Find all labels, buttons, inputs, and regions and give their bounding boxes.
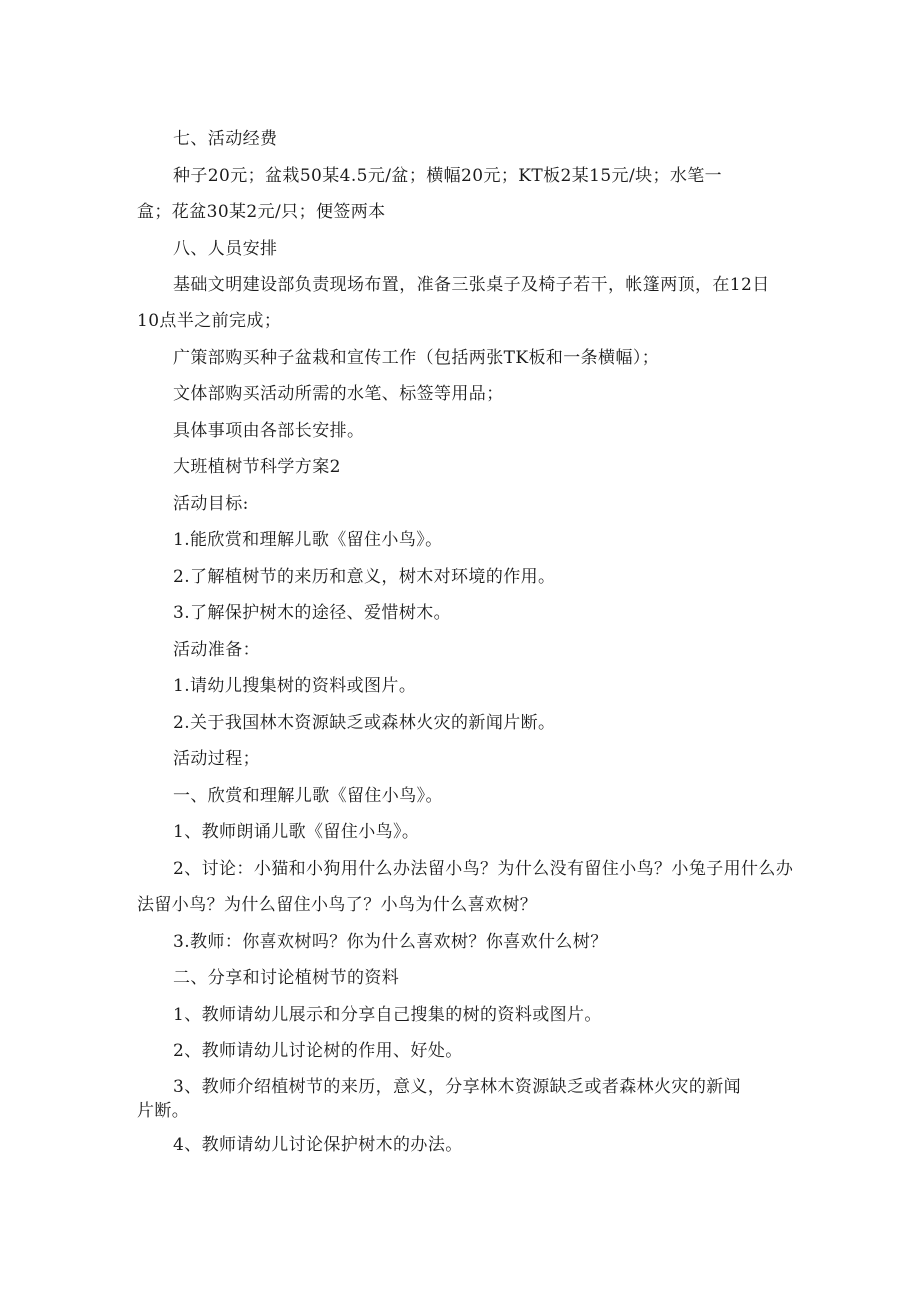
paragraph-line: 具体事项由各部长安排。 [173, 421, 365, 441]
list-item: 3.了解保护树木的途径、爱惜树木。 [173, 603, 452, 623]
paragraph-line: 10点半之前完成； [137, 311, 282, 331]
paragraph-line: 文体部购买活动所需的水笔、标签等用品； [173, 384, 504, 404]
subsection-heading: 二、分享和讨论植树节的资料 [173, 968, 400, 988]
section-heading-staffing: 八、人员安排 [173, 239, 278, 259]
paragraph-line: 法留小鸟？为什么留住小鸟了？小鸟为什么喜欢树？ [137, 895, 538, 915]
list-item: 1.请幼儿搜集树的资料或图片。 [173, 676, 417, 696]
list-item: 3.教师：你喜欢树吗？你为什么喜欢树？你喜欢什么树？ [173, 932, 608, 952]
list-item: 4、教师请幼儿讨论保护树木的办法。 [173, 1135, 463, 1155]
paragraph-line: 片断。 [137, 1101, 190, 1121]
subsection-heading: 一、欣赏和理解儿歌《留住小鸟》。 [173, 786, 443, 806]
document-subtitle: 大班植树节科学方案2 [173, 457, 341, 477]
list-item: 3、教师介绍植树节的来历，意义，分享林木资源缺乏或者森林火灾的新闻 [173, 1077, 742, 1097]
paragraph-line: 盒；花盆30某2元/只；便签两本 [137, 202, 386, 222]
list-item: 2.关于我国林木资源缺乏或森林火灾的新闻片断。 [173, 713, 556, 733]
list-item: 2.了解植树节的来历和意义，树木对环境的作用。 [173, 567, 556, 587]
list-item: 2、讨论：小猫和小狗用什么办法留小鸟？为什么没有留住小鸟？小兔子用什么办 [173, 859, 794, 879]
paragraph-line: 广策部购买种子盆栽和宣传工作（包括两张TK板和一条横幅）； [173, 348, 660, 368]
section-heading-goals: 活动目标: [173, 494, 249, 514]
list-item: 1、教师请幼儿展示和分享自己搜集的树的资料或图片。 [173, 1005, 602, 1025]
section-heading-process: 活动过程； [173, 749, 260, 769]
section-heading-preparation: 活动准备： [173, 640, 260, 660]
list-item: 1、教师朗诵儿歌《留住小鸟》。 [173, 822, 420, 842]
list-item: 1.能欣赏和理解儿歌《留住小鸟》。 [173, 530, 443, 550]
paragraph-line: 基础文明建设部负责现场布置，准备三张桌子及椅子若干，帐篷两顶，在12日 [173, 275, 770, 295]
section-heading-funding: 七、活动经费 [173, 129, 278, 149]
paragraph-line: 种子20元；盆栽50某4.5元/盆；横幅20元；KT板2某15元/块；水笔一 [173, 166, 723, 186]
list-item: 2、教师请幼儿讨论树的作用、好处。 [173, 1041, 463, 1061]
